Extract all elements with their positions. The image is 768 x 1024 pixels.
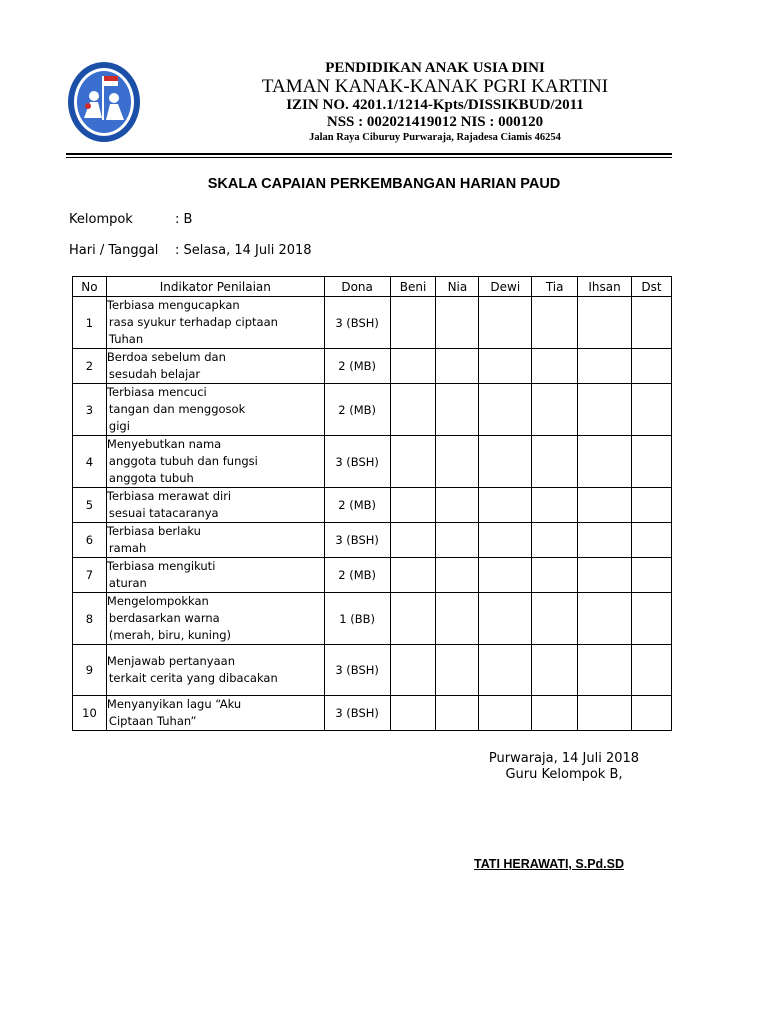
tanggal-field (69, 243, 312, 258)
score-cell (436, 436, 479, 488)
indicator-text-line: aturan (108, 576, 147, 590)
letterhead-divider-thick (66, 153, 672, 155)
indicator-text-line: Menjawab pertanyaan (106, 654, 235, 668)
table-row (73, 593, 672, 645)
score-cell: 1 (BB) (324, 593, 390, 645)
indicator-text-line: Terbiasa mengikuti (106, 559, 216, 573)
indicator-text-line: Tuhan (108, 332, 144, 346)
indicator-text-line: anggota tubuh dan fungsi (108, 454, 258, 468)
score-cell (532, 696, 578, 731)
score-cell (436, 488, 479, 523)
table-row (73, 349, 672, 384)
score-cell (390, 558, 436, 593)
score-cell (479, 696, 532, 731)
score-cell (436, 593, 479, 645)
header-no: No (73, 277, 107, 297)
score-cell (479, 558, 532, 593)
score-cell (578, 297, 632, 349)
indicator-text-line: terkait cerita yang dibacakan (108, 671, 278, 685)
indicator-text-line: berdasarkan warna (108, 611, 220, 625)
score-cell (632, 436, 672, 488)
score-cell (479, 384, 532, 436)
score-cell (532, 523, 578, 558)
row-number: 9 (73, 645, 107, 696)
indicator-text-line: rasa syukur terhadap ciptaan (108, 315, 278, 329)
header-dona: Dona (324, 277, 390, 297)
row-number: 6 (73, 523, 107, 558)
indicator-cell (106, 349, 324, 384)
score-cell (436, 384, 479, 436)
indicator-cell (106, 696, 324, 731)
row-number: 5 (73, 488, 107, 523)
score-cell (390, 436, 436, 488)
score-cell (479, 523, 532, 558)
table-row (73, 523, 672, 558)
tanggal-value: : Selasa, 14 Juli 2018 (175, 243, 312, 258)
indicator-text-line: Terbiasa mencuci (106, 385, 207, 399)
table-row (73, 645, 672, 696)
indicator-cell (106, 558, 324, 593)
score-cell (632, 523, 672, 558)
score-cell (390, 349, 436, 384)
signature-role: Guru Kelompok B, (505, 767, 623, 782)
score-cell (390, 384, 436, 436)
score-cell (479, 488, 532, 523)
row-number: 4 (73, 436, 107, 488)
score-cell (436, 696, 479, 731)
school-name: TAMAN KANAK-KANAK PGRI KARTINI (261, 75, 609, 97)
score-cell (632, 696, 672, 731)
score-cell: 2 (MB) (324, 384, 390, 436)
row-number: 10 (73, 696, 107, 731)
indicator-text-line: ramah (108, 541, 147, 555)
score-cell (632, 558, 672, 593)
header-indikator: Indikator Penilaian (106, 277, 324, 297)
score-cell (532, 349, 578, 384)
indicator-text-line: Mengelompokkan (106, 594, 209, 608)
indicator-text-line: Menyebutkan nama (106, 437, 222, 451)
assessment-table (72, 276, 672, 731)
score-cell (578, 436, 632, 488)
score-cell: 3 (BSH) (324, 436, 390, 488)
indicator-cell (106, 436, 324, 488)
score-cell: 3 (BSH) (324, 696, 390, 731)
score-cell (390, 696, 436, 731)
score-cell (578, 593, 632, 645)
table-header-row (73, 277, 672, 297)
score-cell (390, 488, 436, 523)
score-cell: 3 (BSH) (324, 297, 390, 349)
score-cell (479, 593, 532, 645)
pgri-emblem-icon (66, 60, 142, 144)
score-cell (578, 645, 632, 696)
score-cell (578, 349, 632, 384)
indicator-cell (106, 297, 324, 349)
table-row (73, 384, 672, 436)
indicator-cell (106, 488, 324, 523)
indicator-text-line: anggota tubuh (108, 471, 194, 485)
table-row (73, 297, 672, 349)
row-number: 3 (73, 384, 107, 436)
row-number: 2 (73, 349, 107, 384)
indicator-text-line: Terbiasa berlaku (106, 524, 201, 538)
letterhead (150, 60, 720, 144)
score-cell (632, 349, 672, 384)
score-cell (436, 645, 479, 696)
letterhead-divider-thin (66, 157, 672, 158)
score-cell (390, 297, 436, 349)
indicator-text-line: (merah, biru, kuning) (108, 628, 232, 642)
score-cell: 3 (BSH) (324, 645, 390, 696)
table-row (73, 696, 672, 731)
indicator-text-line: Menyanyikan lagu “Aku (106, 697, 242, 711)
header-nia: Nia (436, 277, 479, 297)
score-cell (390, 645, 436, 696)
indicator-text-line: Terbiasa merawat diri (106, 489, 232, 503)
letterhead-line-1: PENDIDIKAN ANAK USIA DINI (325, 60, 545, 76)
indicator-text-line: tangan dan menggosok (108, 402, 246, 416)
indicator-cell (106, 593, 324, 645)
score-cell (479, 645, 532, 696)
score-cell (532, 384, 578, 436)
tanggal-label: Hari / Tanggal (69, 243, 159, 258)
score-cell (479, 297, 532, 349)
kelompok-field (69, 212, 192, 227)
score-cell (532, 593, 578, 645)
signer-name: TATI HERAWATI, S.Pd.SD (474, 857, 624, 871)
kelompok-value: : B (175, 212, 193, 227)
header-dewi: Dewi (479, 277, 532, 297)
score-cell (632, 645, 672, 696)
score-cell (436, 349, 479, 384)
score-cell (578, 558, 632, 593)
score-cell (578, 523, 632, 558)
header-tia: Tia (532, 277, 578, 297)
score-cell (578, 488, 632, 523)
score-cell (532, 645, 578, 696)
kelompok-label: Kelompok (69, 212, 133, 227)
indicator-text-line: gigi (108, 419, 130, 433)
indicator-cell (106, 384, 324, 436)
permit-number: IZIN NO. 4201.1/1214-Kpts/DISSIKBUD/2011 (286, 97, 584, 114)
header-beni: Beni (390, 277, 436, 297)
score-cell: 2 (MB) (324, 558, 390, 593)
signature-place-date: Purwaraja, 14 Juli 2018 (488, 751, 640, 766)
document-title: SKALA CAPAIAN PERKEMBANGAN HARIAN PAUD (207, 176, 561, 192)
row-number: 1 (73, 297, 107, 349)
indicator-text-line: Berdoa sebelum dan (106, 350, 226, 364)
score-cell (632, 297, 672, 349)
table-row (73, 488, 672, 523)
score-cell (632, 488, 672, 523)
table-row (73, 558, 672, 593)
row-number: 7 (73, 558, 107, 593)
indicator-cell (106, 523, 324, 558)
nss-nis: NSS : 002021419012 NIS : 000120 (326, 113, 544, 130)
header-dst: Dst (632, 277, 672, 297)
score-cell (578, 696, 632, 731)
score-cell (632, 593, 672, 645)
score-cell (436, 297, 479, 349)
score-cell (479, 436, 532, 488)
table-row (73, 436, 672, 488)
score-cell: 2 (MB) (324, 488, 390, 523)
score-cell (390, 593, 436, 645)
score-cell (436, 558, 479, 593)
score-cell (532, 488, 578, 523)
score-cell (436, 523, 479, 558)
score-cell (532, 558, 578, 593)
score-cell (390, 523, 436, 558)
indicator-text-line: Ciptaan Tuhan” (108, 714, 197, 728)
row-number: 8 (73, 593, 107, 645)
score-cell (578, 384, 632, 436)
indicator-text-line: Terbiasa mengucapkan (106, 298, 240, 312)
indicator-text-line: sesudah belajar (108, 367, 201, 381)
score-cell (479, 349, 532, 384)
score-cell (532, 436, 578, 488)
score-cell (532, 297, 578, 349)
header-ihsan: Ihsan (578, 277, 632, 297)
score-cell (632, 384, 672, 436)
school-address: Jalan Raya Ciburuy Purwaraja, Rajadesa Ciamis 46254 (309, 132, 561, 144)
score-cell: 2 (MB) (324, 349, 390, 384)
indicator-cell (106, 645, 324, 696)
indicator-text-line: sesuai tatacaranya (108, 506, 219, 520)
score-cell: 3 (BSH) (324, 523, 390, 558)
